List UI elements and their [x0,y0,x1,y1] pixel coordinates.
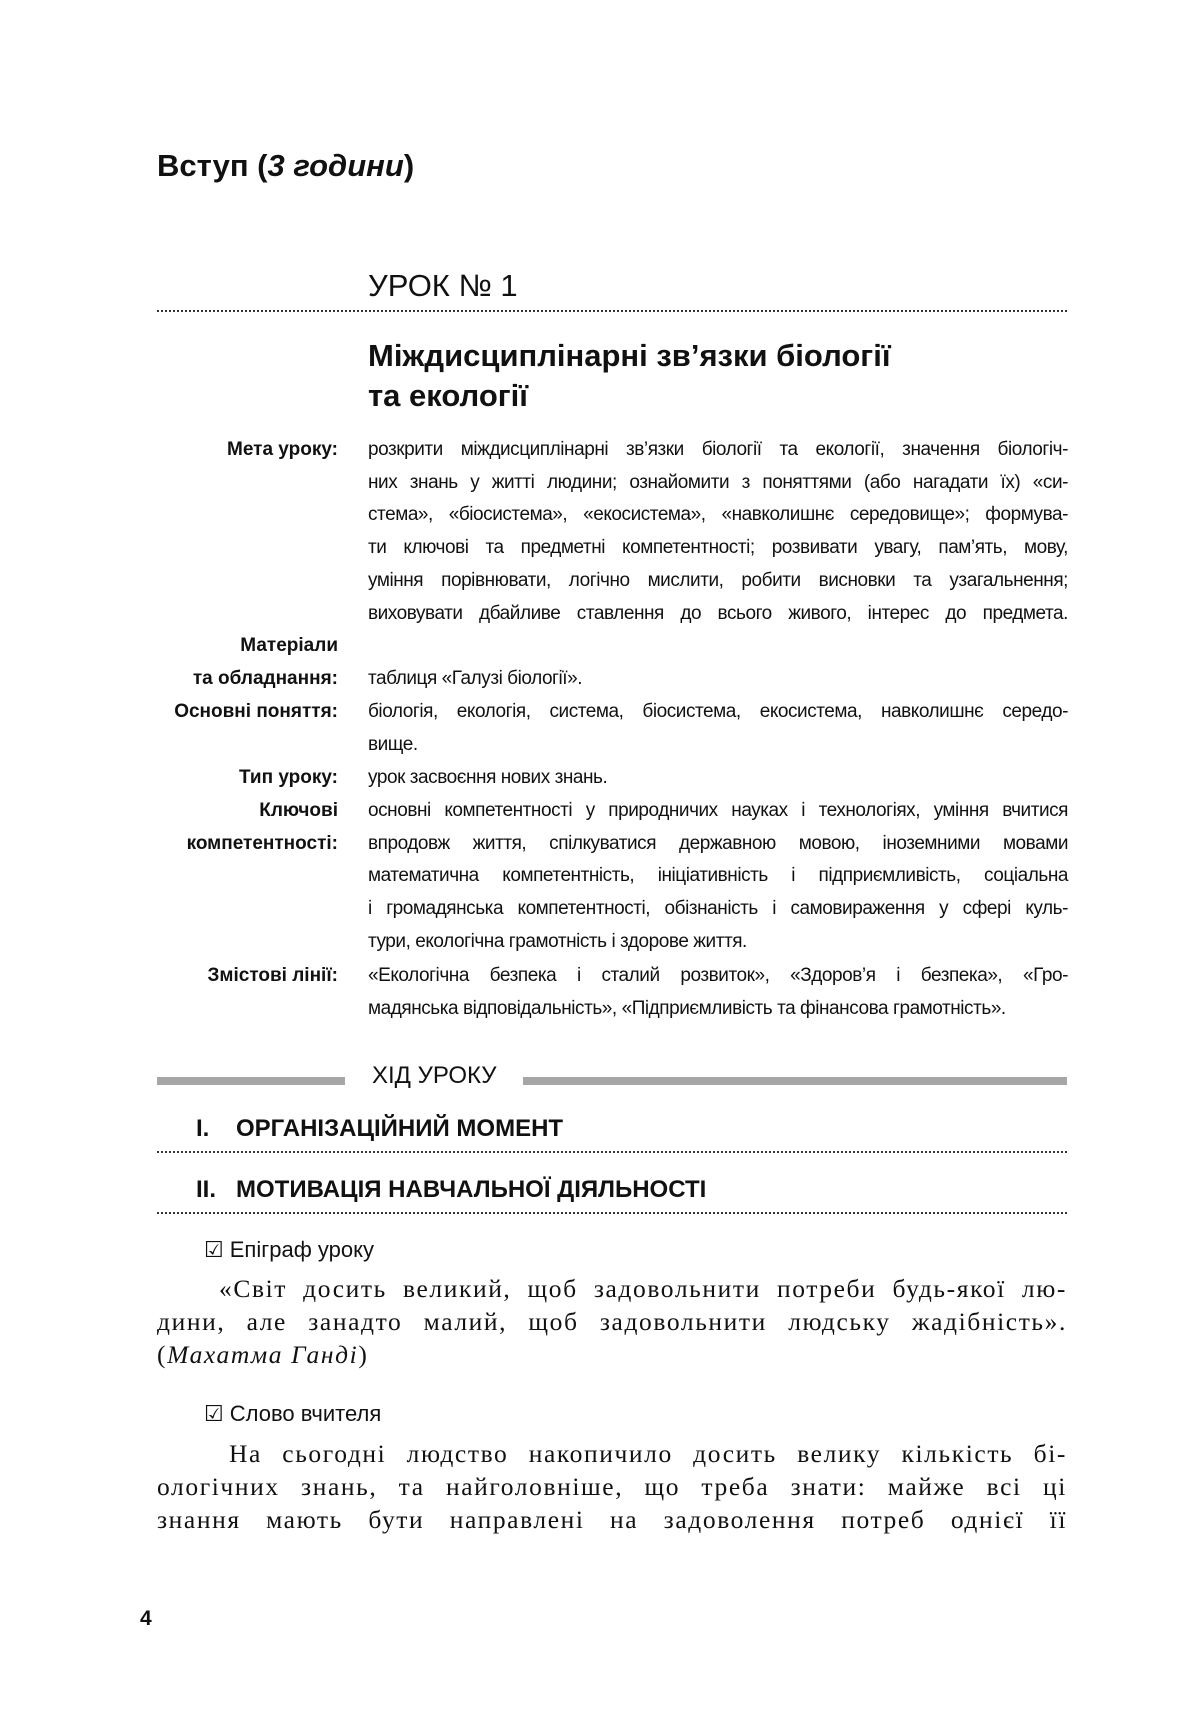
chapter-hours: 3 години [267,148,404,183]
section-heading [196,1115,563,1143]
type-label: Тип уроку: [239,767,338,788]
course-title: ХІД УРОКУ [372,1062,497,1089]
epigraph-heading [204,1237,374,1263]
goal-line: уміння порівнювати, логічно мислити, робити висновки та узагальнення; [368,569,1068,591]
teacher-word-heading-text: Слово вчителя [229,1401,382,1426]
goal-value [368,434,1068,630]
lesson-divider [157,310,1067,312]
checkbox-icon: ☑ [204,1238,224,1263]
chapter-title [157,148,414,184]
competences-label-line: Ключові [259,800,338,821]
goal-line: ти ключові та предметні компетентності; розвивати увагу, пам’ять, мову, [368,537,1068,559]
goal-line: стема», «біосистема», «екосистема», «навколишнє середовище»; формува- [368,504,1068,526]
teacher-word-line: знання мають бути направлені на задоволення потреб однієї її [157,1505,1067,1534]
materials-label [193,630,338,695]
competences-line: основні компетентності у природничих науках і технологіях, уміння вчитися [368,800,1068,821]
section-divider [157,1151,1067,1153]
section-divider [157,1212,1067,1214]
epigraph-line: дини, але занадто малий, щоб задовольнити людську жадібність». [157,1307,1067,1336]
competences-line: впродовж життя, спілкуватися державною мовою, іноземними мовами [368,832,1068,854]
concepts-line: вище. [368,733,418,755]
section-title: ОРГАНІЗАЦІЙНИЙ МОМЕНТ [236,1115,564,1142]
epigraph-line: «Світ досить великий, щоб задовольнити потреби будь-якої лю- [219,1274,1067,1303]
course-divider-left [157,1077,345,1085]
course-divider-right [523,1077,1067,1085]
teacher-word-line: На сьогодні людство накопичило досить велику кількість бі- [229,1439,1067,1468]
section-title: МОТИВАЦІЯ НАВЧАЛЬНОЇ ДІЯЛЬНОСТІ [236,1176,707,1203]
concepts-line: біологія, екологія, система, біосистема, екосистема, навколишнє середо- [368,701,1068,722]
epigraph-heading-text: Епіграф уроку [229,1237,375,1262]
type-value: урок засвоєння нових знань. [368,767,608,788]
section-number: II. [196,1176,217,1203]
concepts-value [368,696,1068,761]
competences-line: математична компетентність, ініціативність і підприємливість, соціальна [368,865,1068,887]
author-close: ) [358,1340,369,1369]
competences-label-line: компетентності: [186,832,338,854]
materials-value: таблиця «Галузі біології». [368,668,583,689]
competences-label [187,795,338,860]
goal-line: виховувати дбайливе ставлення до всього живого, інтерес до предмета. [368,602,1068,624]
teacher-word-text [157,1437,1067,1536]
section-number: I. [196,1115,210,1142]
competences-line: тури, екологічна грамотність і здорове життя. [368,930,747,952]
goal-line: них знань у житті людини; ознайомити з поняттями (або нагадати їх) «си- [368,471,1068,493]
goal-label: Мета уроку: [227,439,338,460]
chapter-hours-open: ( [257,148,268,183]
epigraph-quote [157,1272,1067,1371]
teacher-word-heading [204,1401,381,1427]
teacher-word-line: ологічних знань, та найголовніше, що треба знати: майже всі ці [157,1472,1067,1501]
concepts-label: Основні поняття: [174,701,338,722]
materials-label-line: та обладнання: [192,667,338,689]
lesson-title-line: Міждисциплінарні зв’язки біології [368,338,891,373]
chapter-hours-close: ) [403,148,415,183]
materials-label-line: Матеріали [240,635,338,656]
lesson-title-line: та екології [368,378,529,413]
content-lines-label: Змістові лінії: [207,965,338,986]
author-open: ( [157,1340,168,1369]
content-lines-value [368,960,1068,1025]
competences-value [368,795,1068,959]
section-heading [196,1176,706,1204]
goal-line: розкрити міждисциплінарні зв’язки біології та екології, значення біологіч- [368,439,1068,460]
competences-line: і громадянська компетентності, обізнаність і самовираження у сфері куль- [368,898,1068,920]
lesson-title [368,336,1068,416]
epigraph-author-line [157,1338,1067,1371]
lesson-number: УРОК № 1 [368,268,518,303]
chapter-title-text: Вступ [157,148,249,183]
content-lines-line: «Екологічна безпека і сталий розвиток», «Здоров’я і безпека», «Гро- [368,965,1068,986]
checkbox-icon: ☑ [204,1402,224,1427]
epigraph-author: Махатма Ганді [167,1340,359,1369]
page-number: 4 [140,1607,152,1630]
content-lines-line: мадянська відповідальність», «Підприємливість та фінансова грамотність». [368,997,1006,1019]
